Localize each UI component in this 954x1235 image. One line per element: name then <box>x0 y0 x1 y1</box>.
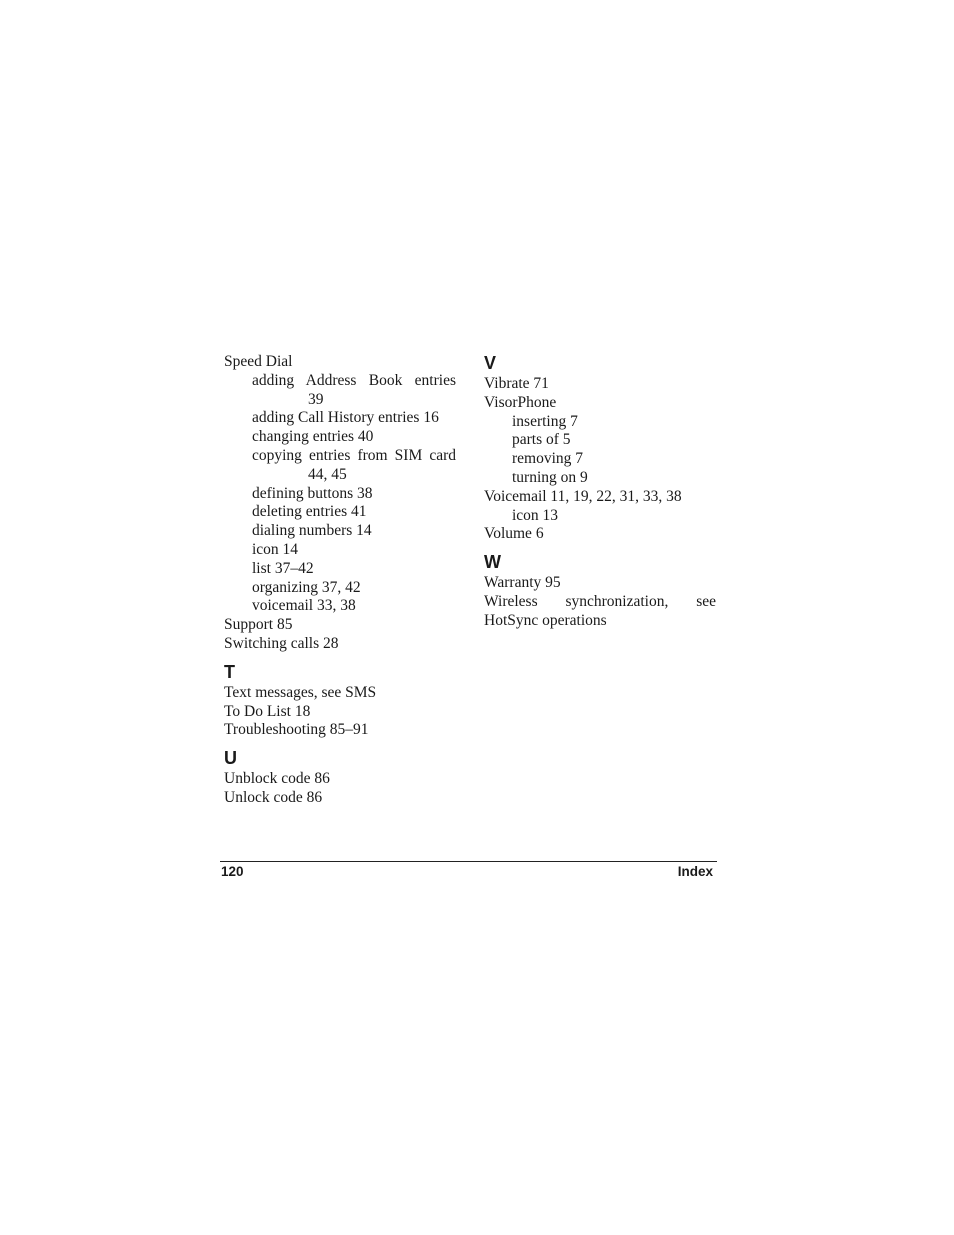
index-entry-volume: Volume 6 <box>484 525 544 543</box>
index-subentry-continuation: 44, 45 <box>308 465 347 483</box>
index-subentry: icon 13 <box>512 506 559 524</box>
index-entry-warranty: Warranty 95 <box>484 574 561 592</box>
index-subentry: changing entries 40 <box>252 428 374 446</box>
index-subentry: list 37–42 <box>252 559 314 577</box>
index-subentry: turning on 9 <box>512 468 588 486</box>
index-subentry-continuation: 39 <box>308 390 324 408</box>
index-column-right <box>484 353 716 631</box>
index-entry-text-messages: Text messages, see SMS <box>224 683 377 701</box>
index-entry-speed-dial: Speed Dial <box>224 353 293 370</box>
section-letter-w: W <box>484 552 501 573</box>
index-subentry: voicemail 33, 38 <box>252 597 356 615</box>
index-entry-switching-calls: Switching calls 28 <box>224 634 339 652</box>
index-subentry: parts of 5 <box>512 431 571 449</box>
footer-section-title: Index <box>677 864 713 879</box>
index-subentry: copying entries from SIM card <box>252 446 456 464</box>
page-number: 120 <box>221 864 244 879</box>
index-subentry: dialing numbers 14 <box>252 522 372 540</box>
index-subentry: adding Call History entries 16 <box>252 409 439 427</box>
index-subentry: removing 7 <box>512 450 584 468</box>
section-letter-v: V <box>484 353 497 373</box>
index-subentry: organizing 37, 42 <box>252 578 361 596</box>
index-subentry: defining buttons 38 <box>252 484 373 502</box>
index-entry-wireless-sync-continuation: HotSync operations <box>484 611 607 629</box>
index-subentry: deleting entries 41 <box>252 503 367 521</box>
index-entry-visorphone: VisorPhone <box>484 393 557 411</box>
section-letter-t: T <box>224 661 235 682</box>
index-entry-wireless-sync: Wireless synchronization, see <box>484 592 716 610</box>
index-subentry: icon 14 <box>252 540 299 558</box>
index-entry-unblock-code: Unblock code 86 <box>224 770 330 788</box>
index-entry-vibrate: Vibrate 71 <box>484 375 549 392</box>
index-entry-unlock-code: Unlock code 86 <box>224 788 323 806</box>
index-entry-support: Support 85 <box>224 616 293 634</box>
index-entry-todo-list: To Do List 18 <box>224 702 311 720</box>
index-entry-voicemail: Voicemail 11, 19, 22, 31, 33, 38 <box>484 487 682 505</box>
section-letter-u: U <box>224 748 237 769</box>
index-subentry: inserting 7 <box>512 412 578 430</box>
index-subentry: adding Address Book entries <box>252 371 456 389</box>
index-entry-troubleshooting: Troubleshooting 85–91 <box>224 721 369 739</box>
index-column-left <box>224 353 456 808</box>
footer-divider <box>220 861 717 862</box>
